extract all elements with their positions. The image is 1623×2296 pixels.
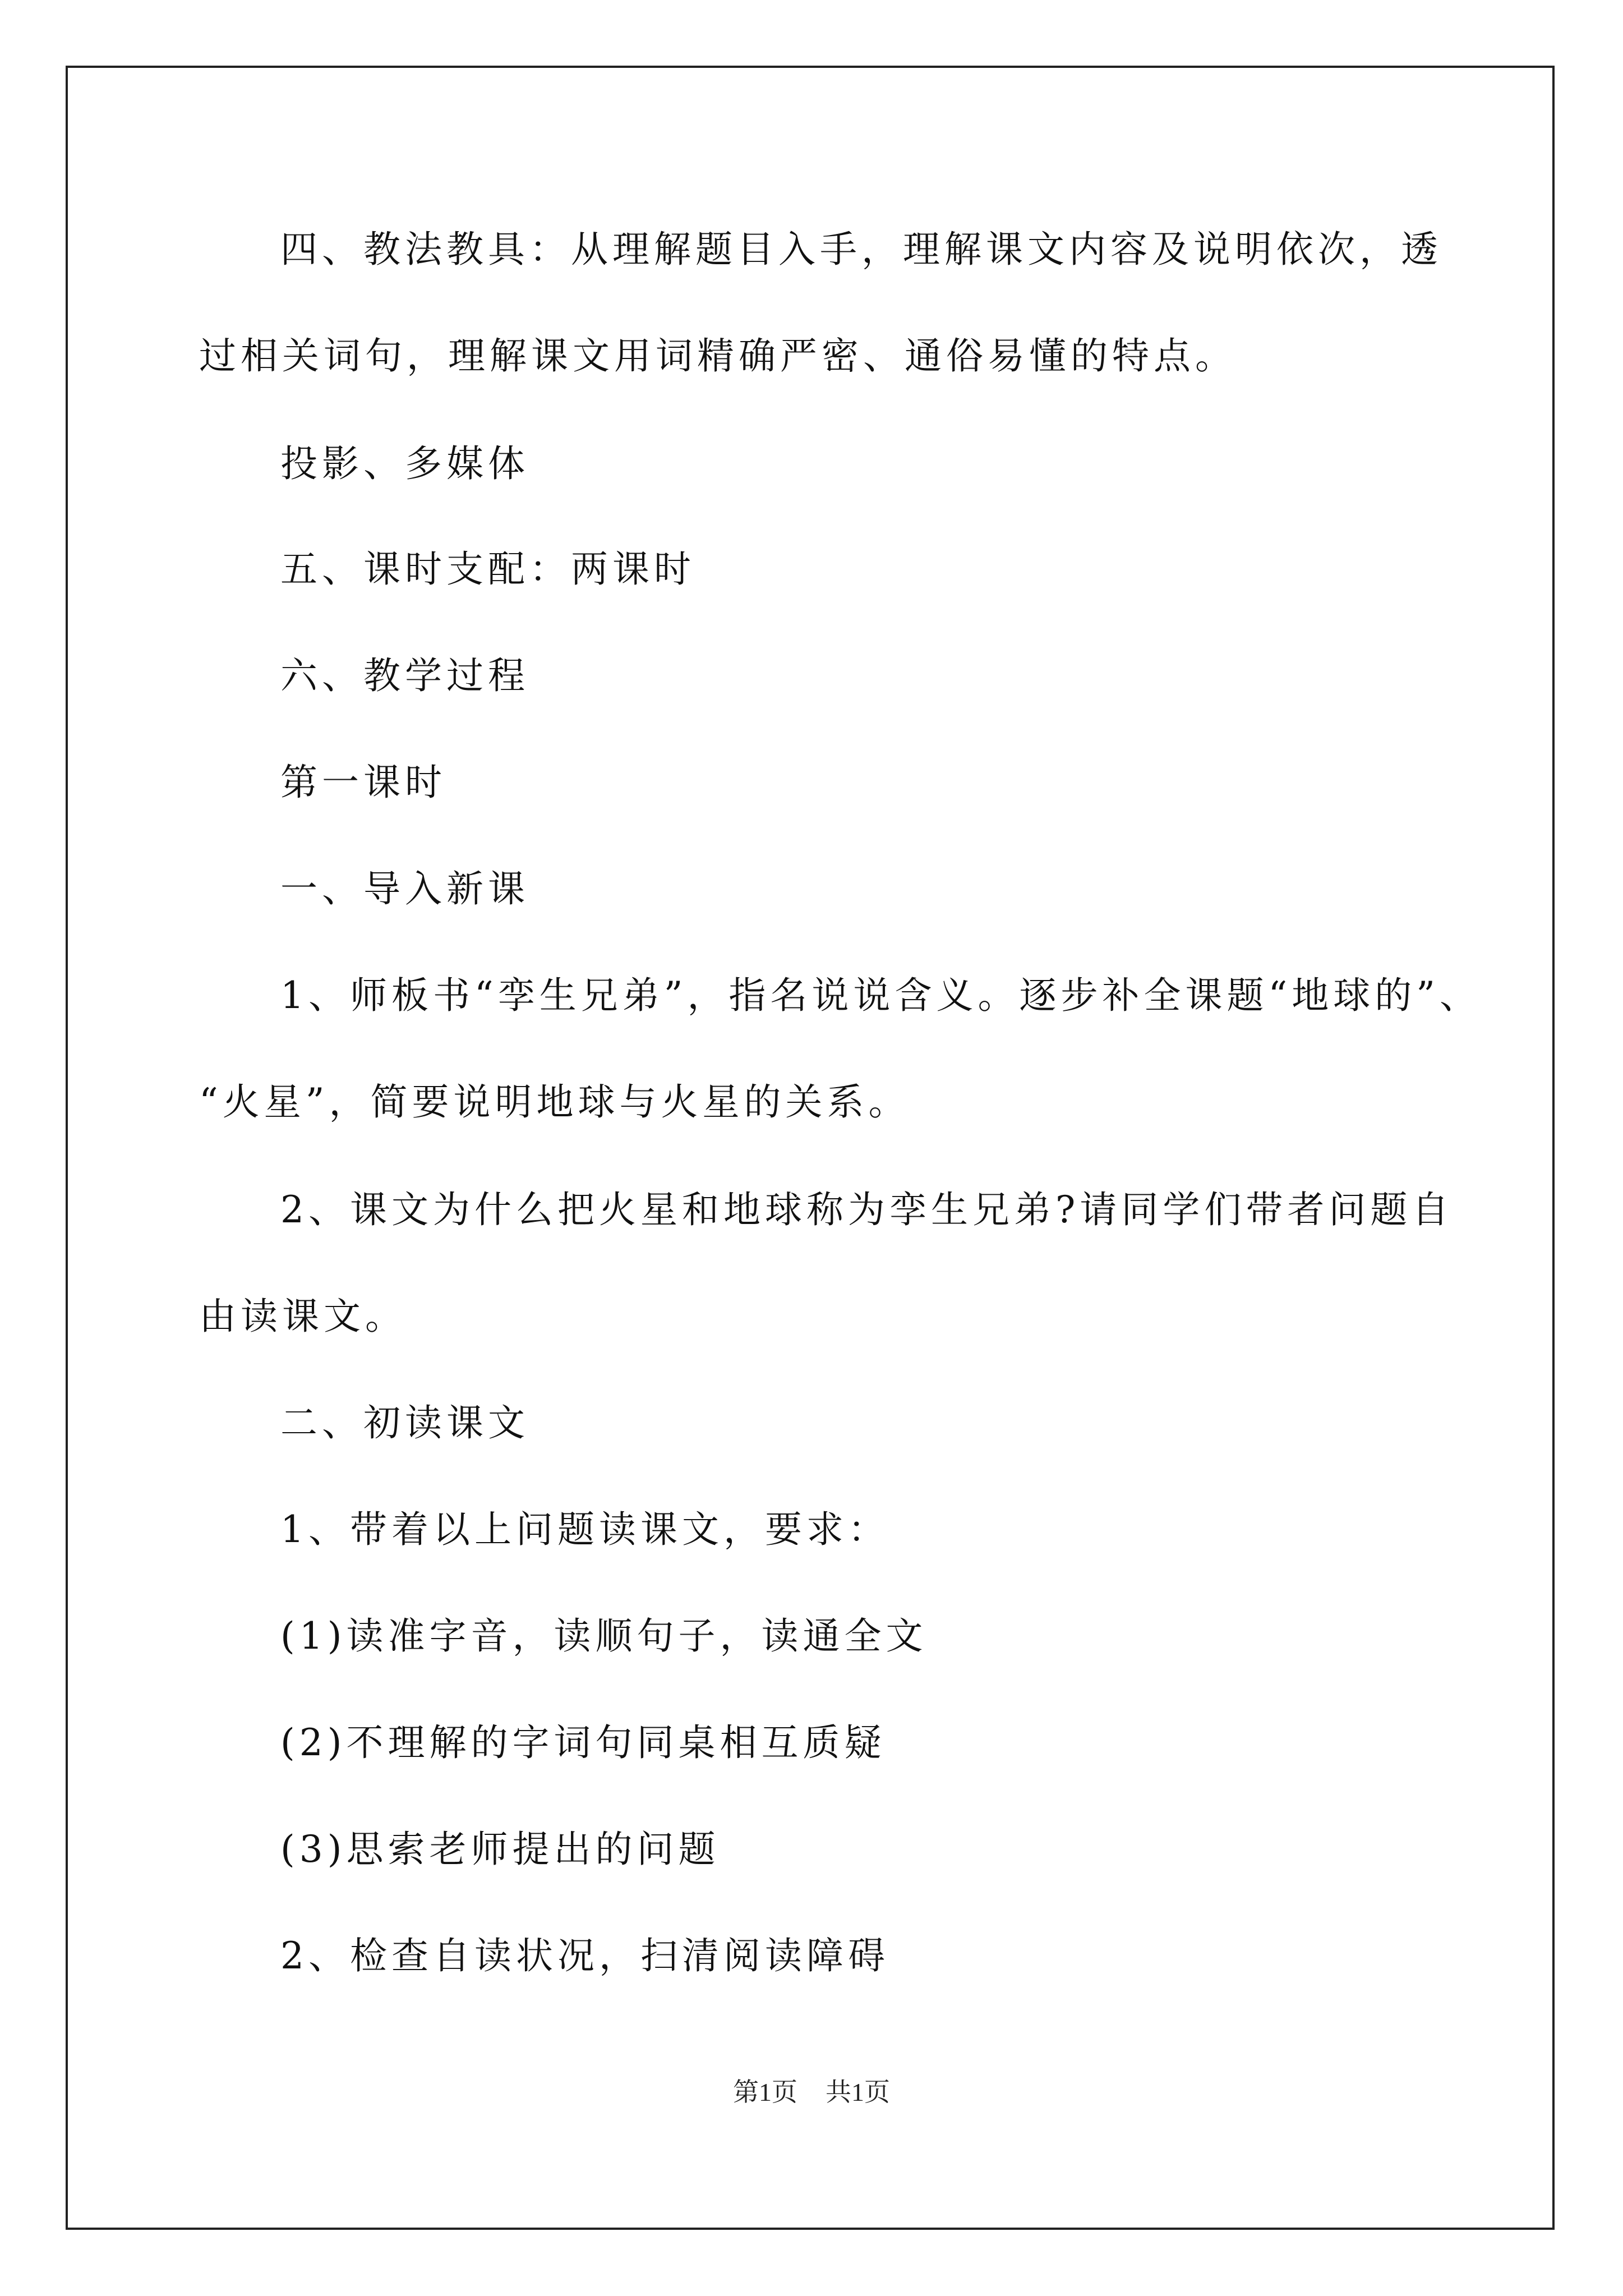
paragraph-line: 四、教法教具：从理解题目入手，理解课文内容及说明依次，透 [280,228,1442,271]
paragraph-line: “火星”，简要说明地球与火星的关系。 [199,1080,910,1124]
paragraph-line: 1、师板书“孪生兄弟”，指名说说含义。逐步补全课题“地球的”、 [280,974,1481,1017]
page-footer [0,2076,1623,2109]
paragraph-line: 六、教学过程 [280,654,529,697]
paragraph-line: (1)读准字音，读顺句子，读通全文 [280,1614,928,1658]
paragraph-line: 过相关词句，理解课文用词精确严密、通俗易懂的特点。 [199,334,1237,378]
paragraph-line: 2、检查自读状况，扫清阅读障碍 [280,1934,889,1977]
paragraph-line: 由读课文。 [199,1295,407,1338]
paragraph-line: 2、课文为什么把火星和地球称为孪生兄弟?请同学们带者问题自 [280,1188,1454,1231]
paragraph-line: (2)不理解的字词句同桌相互质疑 [280,1721,886,1764]
page-total: 共1页 [826,2078,890,2106]
paragraph-line: 投影、多媒体 [280,442,529,485]
page-number: 第1页 [733,2078,797,2106]
paragraph-line: (3)思索老师提出的问题 [280,1828,720,1871]
paragraph-line: 第一课时 [280,761,446,804]
paragraph-line: 二、初读课文 [280,1401,529,1444]
paragraph-line: 五、课时支配：两课时 [280,547,695,591]
paragraph-line: 一、导入新课 [280,867,529,910]
paragraph-line: 1、带着以上问题读课文，要求： [280,1508,889,1551]
